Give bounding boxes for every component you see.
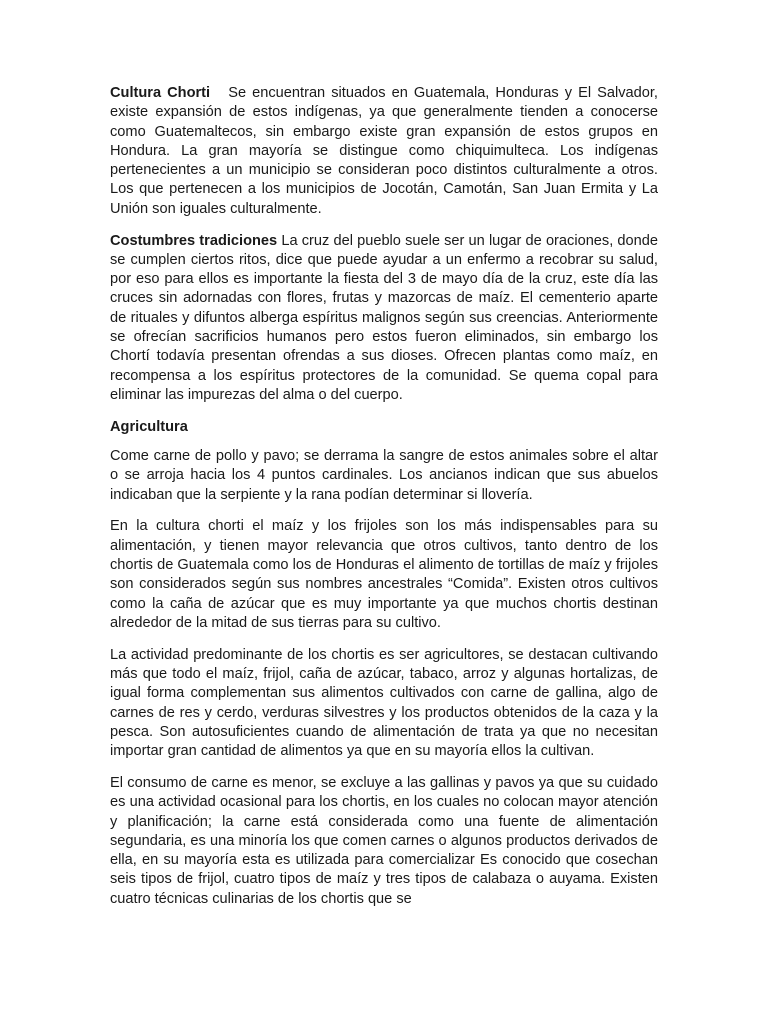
paragraph-agricultura-4: El consumo de carne es menor, se excluye a las gallinas y pavos ya que su cuidado es una actividad ocasional para los chortis, en los cuales no colocan mayor atención y planificación; la carne está considerada como una fuente de alimentación segundaria, es una minoría los que comen carnes o algunos productos derivados de ella, en su mayoría esta es utilizada para comercializar Es conocido que cosechan seis tipos de frijol, cuatro tipos de maíz y tres tipos de calabaza o auyama. Existen cuatro técnicas culinarias de los chortis que se xyxy=(110,775,658,907)
paragraph-cultura-chorti xyxy=(110,84,658,219)
paragraph-agricultura-2: En la cultura chorti el maíz y los frijoles son los más indispensables para su alimentación, y tienen mayor relevancia que otros cultivos, tanto dentro de los chortis de Guatemala como los de Honduras el alimento de tortillas de maíz y frijoles son considerados según sus nombres ancestrales “Comida”. Existen otros cultivos como la caña de azúcar que es muy importante ya que muchos chortis destinan alrededor de la mitad de sus tierras para su cultivo. xyxy=(110,518,658,631)
document-page xyxy=(110,84,658,922)
paragraph-agricultura-3: La actividad predominante de los chortis es ser agricultores, se destacan cultivando más que todo el maíz, frijol, caña de azúcar, tabaco, arroz y algunas hortalizas, de igual forma complementan sus alimentos cultivados con carne de gallina, algo de carnes de res y cerdo, verduras silvestres y los productos obtenidos de la caza y la pesca. Son autosuficientes cuando de alimentación de trata ya que no necesitan importar gran cantidad de alimentos ya que en su mayoría ellos la cultivan. xyxy=(110,646,658,760)
paragraph-costumbres-tradiciones xyxy=(110,232,658,406)
paragraph-text: Se encuentran situados en Guatemala, Honduras y El Salvador, existe expansión de estos indígenas, ya que generalmente tienden a conocerse como Guatemaltecos, sin embargo existe gran expansión de estos grupos en Hondura. La gran mayoría se distingue como chiquimulteca. Los indígenas pertenecientes a un municipio se consideran poco distintos culturalmente a otros. Los que pertenecen a los municipios de Jocotán, Camotán, San Juan Ermita y La Unión son iguales culturalmente. xyxy=(110,85,658,217)
heading-costumbres-tradiciones: Costumbres tradiciones xyxy=(110,232,278,249)
heading-agricultura: Agricultura xyxy=(110,418,188,435)
paragraph-text: La cruz del pueblo suele ser un lugar de oraciones, donde se cumplen ciertos ritos, dice que puede ayudar a un enfermo a recobrar su salud, por eso para ellos es importante la fiesta del 3 de mayo día de la cruz, este día las cruces sin adornadas con flores, frutas y mazorcas de maíz. El cementerio aparte de rituales y difuntos alberga espíritus malignos según sus creencias. Anteriormente se ofrecían sacrificios humanos pero estos fueron eliminados, sin embargo los Chortí todavía presentan ofrendas a sus dioses. Ofrecen plantas como maíz, en recompensa a los espíritus protectores de la comunidad. Se quema copal para eliminar las impurezas del alma o del cuerpo. xyxy=(110,232,659,403)
paragraph-agricultura-1: Come carne de pollo y pavo; se derrama la sangre de estos animales sobre el altar o se arroja hacia los 4 puntos cardinales. Los ancianos indican que sus abuelos indicaban que la serpiente y la rana podían determinar si llovería. xyxy=(110,448,658,503)
heading-cultura-chorti: Cultura Chorti xyxy=(110,85,211,101)
